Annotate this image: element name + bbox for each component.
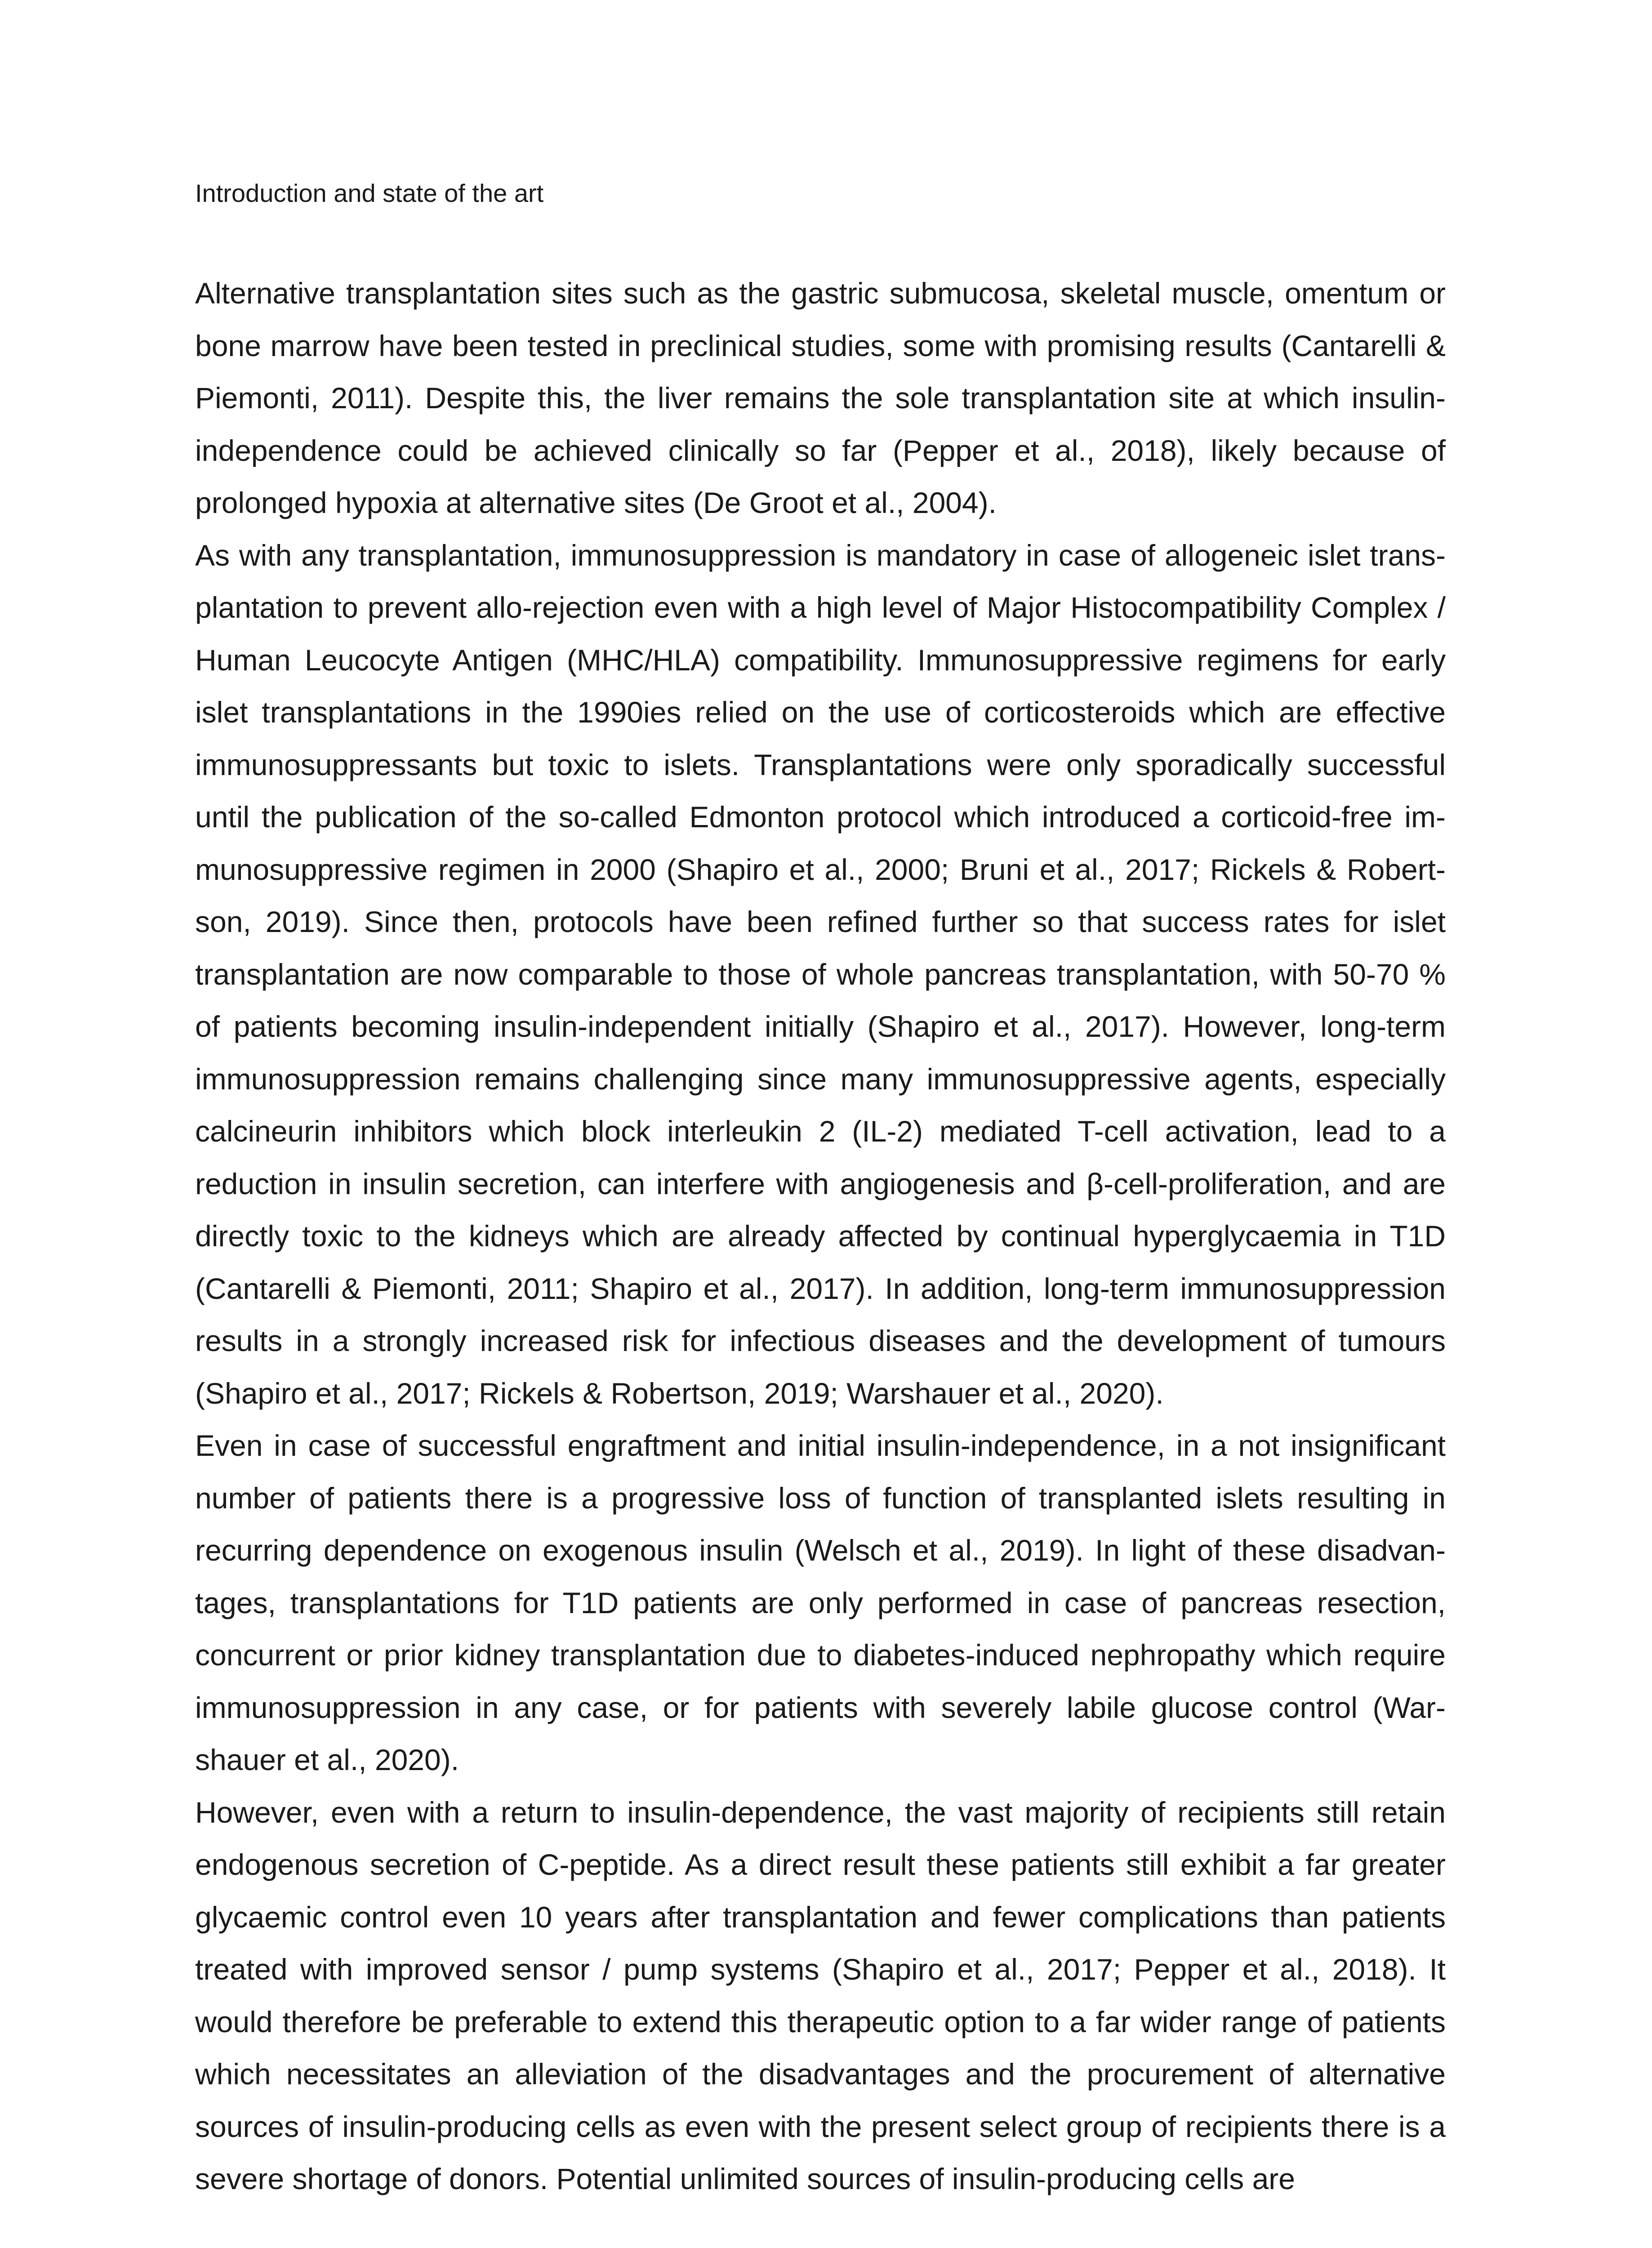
paragraph-loss-of-function: Even in case of successful engraftment and initial insulin-independence, in a not insignificant number of patients there is a progressive loss of function of transplanted islets resulting in recurring dependence on exogenous insulin (Welsch et al., 2019). In light of these disadvan-tages, transplantations for T1D patients are only performed in case of pancreas resection, concurrent or prior kidney transplantation due to diabetes-induced nephropathy which require immunosuppression in any case, or for patients with severely labile glucose control (War-shauer et al., 2020). — [195, 1429, 1446, 1776]
paragraph-alternative-sites: Alternative transplantation sites such as the gastric submucosa, skeletal muscle, omentum or bone marrow have been tested in preclinical studies, some with promising results (Cantarelli & Piemonti, 2011). Despite this, the liver remains the sole transplantation site at which insulin-independence could be achieved clinically so far (Pepper et al., 2018), likely because of prolonged hypoxia at alternative sites (De Groot et al., 2004). — [195, 277, 1446, 519]
paragraph-immunosuppression: As with any transplantation, immunosuppression is mandatory in case of allogeneic islet trans-plantation to prevent allo-rejection even with a high level of Major Histocompatibility Complex / Human Leucocyte Antigen (MHC/HLA) compatibility. Immunosuppressive regimens for early islet transplantations in the 1990ies relied on the use of corticosteroids which are effective immunosuppressants but toxic to islets. Transplantations were only sporadically successful until the publication of the so-called Edmonton protocol which introduced a corticoid-free im-munosuppressive regimen in 2000 (Shapiro et al., 2000; Bruni et al., 2017; Rickels & Robert-son, 2019). Since then, protocols have been refined further so that success rates for islet transplantation are now comparable to those of whole pancreas transplantation, with 50-70 % of patients becoming insulin-independent initially (Shapiro et al., 2017). However, long-term immunosuppression remains challenging since many immunosuppressive agents, especially calcineurin inhibitors which block interleukin 2 (IL-2) mediated T-cell activation, lead to a reduction in insulin secretion, can interfere with angiogenesis and β-cell-proliferation, and are directly toxic to the kidneys which are already affected by continual hyperglycaemia in T1D (Cantarelli & Piemonti, 2011; Shapiro et al., 2017). In addition, long-term immunosuppression results in a strongly increased risk for infectious diseases and the development of tumours (Shapiro et al., 2017; Rickels & Robertson, 2019; Warshauer et al., 2020). — [195, 538, 1446, 1410]
body-text — [195, 267, 1446, 2205]
running-header: Introduction and state of the art — [195, 179, 544, 207]
paragraph-insulin-dependence: However, even with a return to insulin-dependence, the vast majority of recipients still retain endogenous secretion of C-peptide. As a direct result these patients still exhibit a far greater glycaemic control even 10 years after transplantation and fewer complications than patients treated with improved sensor / pump systems (Shapiro et al., 2017; Pepper et al., 2018). It would therefore be preferable to extend this therapeutic option to a far wider range of patients which necessitates an alleviation of the disadvantages and the procurement of alternative sources of insulin-producing cells as even with the present select group of recipients there is a severe shortage of donors. Potential unlimited sources of insulin-producing cells are — [195, 1795, 1446, 2195]
